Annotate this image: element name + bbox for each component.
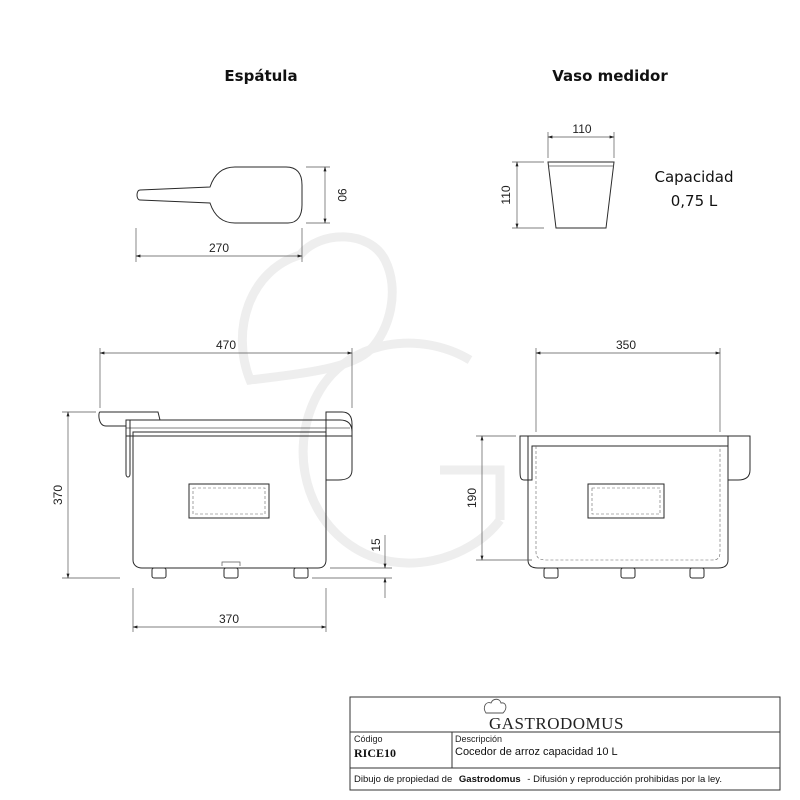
description-value: Cocedor de arroz capacidad 10 L [455,746,618,758]
foot [224,568,238,578]
code-value: RICE10 [354,746,397,760]
front-view [51,338,392,632]
spatula-view [136,67,349,262]
ownership-note-prefix: Dibujo de propiedad de [354,774,453,785]
title-block [350,697,780,790]
measuring-cup-outline [548,162,614,228]
front-height-dimension: 370 [51,484,65,506]
ownership-note [354,774,722,785]
side-body [528,436,728,568]
side-inner-height-dimension: 190 [465,487,479,509]
front-label-panel [189,484,269,518]
capacity-value: 0,75 L [670,192,718,210]
measuring-cup-height-dimension: 110 [499,185,513,205]
gastrodomus-logo [484,699,624,733]
spatula-outline [137,167,302,223]
foot [294,568,308,578]
front-overall-width-dimension: 470 [215,338,237,352]
foot [152,568,166,578]
ownership-note-suffix: - Difusión y reproducción prohibidas por la ley. [527,774,722,785]
measuring-cup-title: Vaso medidor [552,67,668,85]
capacity-label: Capacidad [654,168,734,186]
cooker-body [133,432,326,568]
foot [621,568,635,578]
spatula-title: Espátula [224,67,298,85]
watermark-logo [242,237,500,563]
side-label-panel [588,484,664,518]
feet-height-dimension: 15 [369,538,383,552]
code-label: Código [354,734,383,744]
foot [690,568,704,578]
foot [544,568,558,578]
spatula-height-dimension: 90 [335,188,349,202]
front-base-width-dimension: 370 [218,612,240,626]
description-label: Descripción [455,734,503,744]
side-view [465,338,750,578]
ownership-note-brand: Gastrodomus [458,774,521,785]
side-width-dimension: 350 [615,338,637,352]
side-rim [520,436,750,480]
brand-name: GASTRODOMUS [489,714,624,733]
measuring-cup-width-dimension: 110 [572,122,592,136]
measuring-cup-view [499,67,734,228]
left-handle [99,412,160,477]
spatula-length-dimension: 270 [208,241,230,255]
